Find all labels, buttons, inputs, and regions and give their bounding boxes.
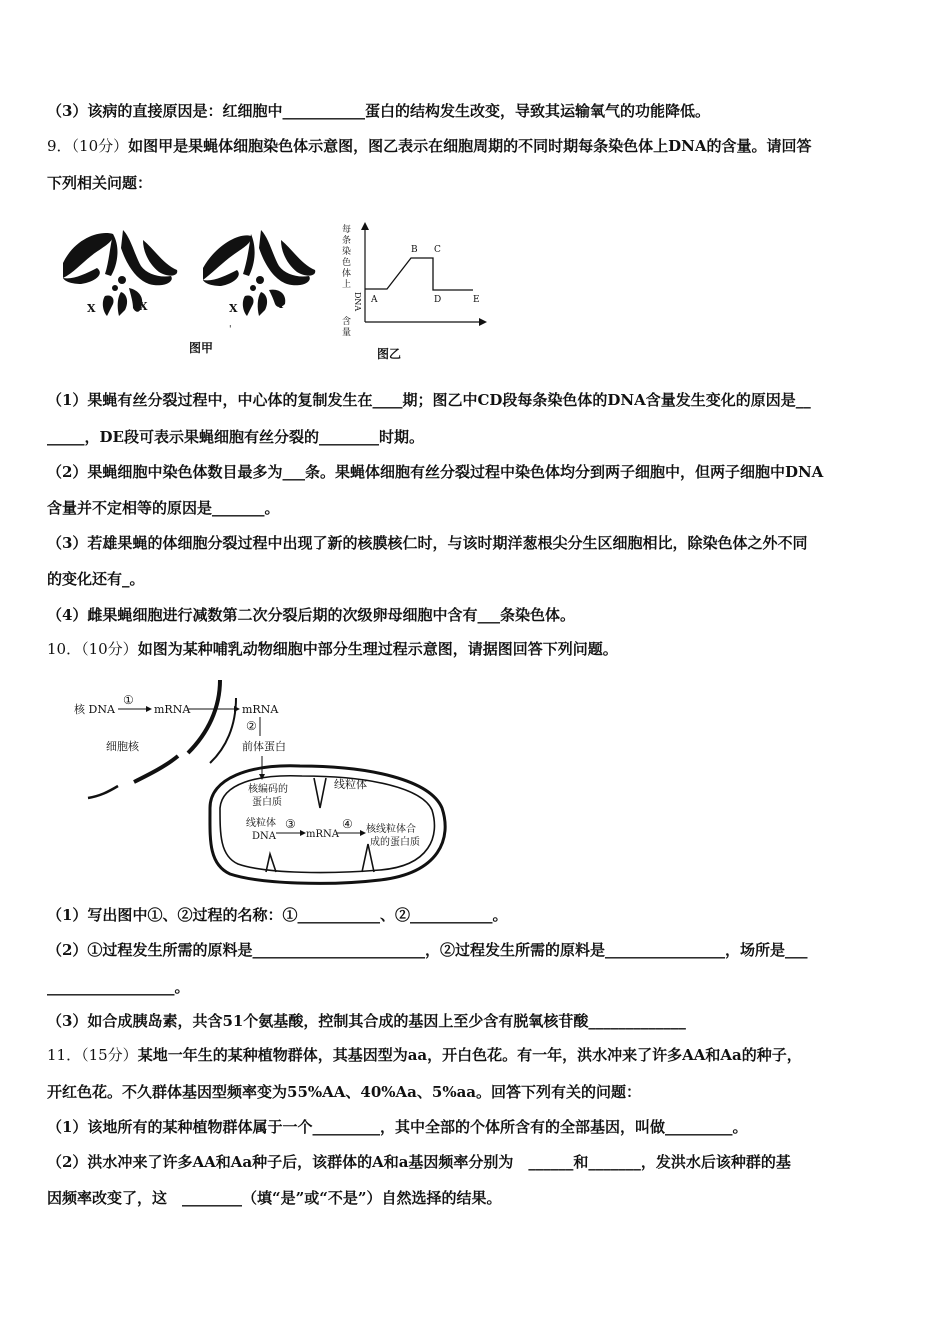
svg-text:B: B	[411, 245, 418, 255]
nuclear-membrane-lower2	[134, 756, 178, 782]
svg-text:染: 染	[342, 247, 352, 257]
label-mrna-3: mRNA	[306, 829, 339, 840]
svg-text:E: E	[473, 295, 480, 305]
chrom-label-x1: X	[87, 302, 96, 315]
svg-text:色: 色	[342, 258, 352, 268]
figure-chromosomes-and-graph	[55, 218, 505, 368]
label-mito-protein-1: 核线粒体合	[366, 824, 416, 835]
chromosome-set-xx	[63, 230, 177, 316]
figure-yi-caption: 图乙	[377, 347, 402, 361]
label-mito-dna-2: DNA	[252, 831, 276, 842]
q9-part3: （3）若雄果蝇的体细胞分裂过程中出现了新的核膜核仁时，与该时期洋葱根尖分生区细胞相比，除染色体之外不同	[47, 534, 808, 552]
q9-number: 9．（10分）	[47, 137, 129, 155]
q11-stem-cont: 开红色花。不久群体基因型频率变为55%AA、40%Aa、5%aa。回答下列有关的问题：	[47, 1083, 642, 1101]
dna-content-curve	[365, 258, 473, 290]
q11-stem	[47, 1045, 802, 1065]
nuclear-membrane	[188, 680, 220, 753]
svg-text:含: 含	[342, 317, 352, 327]
label-nucleus: 细胞核	[106, 740, 139, 753]
svg-text:每: 每	[342, 225, 352, 235]
svg-text:量: 量	[342, 328, 352, 338]
chrom-label-x3: X	[229, 302, 238, 315]
graph-point-labels	[370, 245, 480, 305]
q9-part1: （1）果蝇有丝分裂过程中，中心体的复制发生在____期；图乙中CD段每条染色体的DNA含量发生变化的原因是__	[47, 391, 811, 409]
svg-text:DNA: DNA	[353, 292, 362, 312]
svg-text:D: D	[434, 295, 442, 305]
nuclear-membrane-inner	[210, 698, 236, 763]
step3-marker: ③	[285, 817, 296, 831]
svg-text:体: 体	[342, 269, 352, 279]
step2-marker: ②	[246, 719, 257, 733]
figure-jia-caption: 图甲	[189, 341, 214, 355]
q10-stem	[47, 639, 618, 659]
q10-part2: （2）①过程发生所需的原料是_______________________，②过程发生所需的原料是________________，场所是___	[47, 941, 808, 959]
label-nuclear-encoded-protein-1: 核编码的	[248, 784, 288, 795]
q11-text: 某地一年生的某种植物群体，其基因型为aa，开白色花。有一年，洪水冲来了许多AA和Aa的种子，	[137, 1046, 802, 1064]
q8-part3: （3）该病的直接原因是：红细胞中___________蛋白的结构发生改变，导致其运输氧气的功能降低。	[47, 102, 710, 120]
graph-y-axis-label	[342, 223, 362, 338]
step1-marker: ①	[123, 693, 134, 707]
q10-part3: （3）如合成胰岛素，共含51个氨基酸，控制其合成的基因上至少含有脱氧核苷酸_____________	[47, 1012, 686, 1030]
q11-number: 11．（15分）	[47, 1046, 138, 1064]
q10-text: 如图为某种哺乳动物细胞中部分生理过程示意图，请据图回答下列问题。	[137, 640, 618, 658]
figure-gene-expression	[70, 668, 470, 893]
label-mrna-1: mRNA	[154, 703, 191, 716]
label-mrna-2: mRNA	[242, 703, 279, 716]
q9-part4: （4）雌果蝇细胞进行减数第二次分裂后期的次级卵母细胞中含有___条染色体。	[47, 606, 575, 624]
chrom-label-y: Y	[277, 298, 285, 311]
q9-part2: （2）果蝇细胞中染色体数目最多为___条。果蝇体细胞有丝分裂过程中染色体均分到两子细胞中，但两子细胞中DNA	[47, 463, 824, 481]
q11-part2-cont: 因频率改变了，这 ________（填“是”或“不是”）自然选择的结果。	[47, 1189, 502, 1207]
q9-part2-cont: 含量并不定相等的原因是_______。	[47, 499, 280, 517]
chromosome-set-xy	[203, 230, 315, 316]
svg-text:条: 条	[342, 236, 352, 246]
q10-part1: （1）写出图中①、②过程的名称：①___________、②___________。	[47, 906, 508, 924]
q9-stem-cont: 下列相关问题：	[47, 174, 153, 192]
chrom-label-x2: X	[139, 300, 148, 313]
graph-yi	[342, 222, 487, 361]
q10-number: 10．（10分）	[47, 640, 138, 658]
label-nuclear-dna: 核 DNA	[74, 703, 115, 716]
label-precursor-protein: 前体蛋白	[242, 740, 286, 753]
label-mito-dna-1: 线粒体	[246, 818, 276, 829]
svg-text:上: 上	[342, 280, 352, 290]
q9-stem	[47, 136, 812, 156]
q9-part3-cont: 的变化还有_。	[47, 570, 145, 588]
svg-text:A: A	[371, 295, 378, 305]
q9-text: 如图甲是果蝇体细胞染色体示意图，图乙表示在细胞周期的不同时期每条染色体上DNA的含量。请回答	[128, 137, 812, 155]
q10-part2-cont: _________________。	[47, 978, 190, 996]
q9-part1-cont: _____，DE段可表示果蝇细胞有丝分裂的________时期。	[47, 428, 424, 446]
q11-part2: （2）洪水冲来了许多AA和Aa种子后，该群体的A和a基因频率分别为 ______和_______，发洪水后该种群的基	[47, 1153, 791, 1171]
label-mito-protein-2: 成的蛋白质	[370, 837, 420, 848]
step4-marker: ④	[342, 817, 353, 831]
svg-text:C: C	[434, 245, 441, 255]
label-mitochondrion: 线粒体	[334, 778, 367, 791]
tick-mark: '	[229, 325, 232, 335]
label-nuclear-encoded-protein-2: 蛋白质	[252, 797, 282, 808]
q11-part1: （1）该地所有的某种植物群体属于一个_________，其中全部的个体所含有的全部基因，叫做_________。	[47, 1118, 748, 1136]
nuclear-membrane-lower	[88, 786, 118, 798]
